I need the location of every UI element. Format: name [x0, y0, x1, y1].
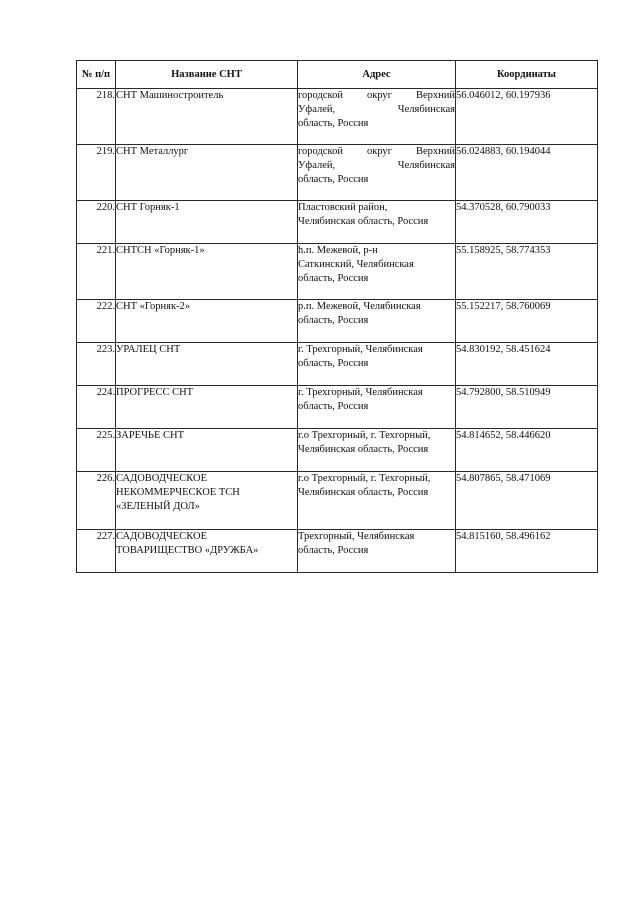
address-line: Челябинская область, Россия — [298, 487, 429, 498]
snt-address — [298, 145, 456, 201]
row-number: 226. — [77, 472, 116, 530]
header-name: Название СНТ — [116, 61, 298, 89]
row-number: 227. — [77, 530, 116, 573]
address-line: область, Россия — [298, 545, 369, 556]
address-line: р.п. Межевой, Челябинская — [298, 301, 421, 312]
address-line: г.о Трехгорный, г. Техгорный, — [298, 430, 431, 441]
snt-coordinates: 55.158925, 58.774353 — [456, 244, 598, 300]
header-address: Адрес — [298, 61, 456, 89]
address-line: область, Россия — [298, 358, 369, 369]
table-body — [77, 89, 598, 573]
address-line: Трехгорный, Челябинская — [298, 531, 415, 542]
snt-coordinates: 56.046012, 60.197936 — [456, 89, 598, 145]
address-line: область, Россия — [298, 401, 369, 412]
snt-address — [298, 343, 456, 386]
snt-name-line: НЕКОММЕРЧЕСКОЕ ТСН — [116, 487, 240, 498]
table-row — [77, 201, 598, 244]
row-number: 218. — [77, 89, 116, 145]
table-row — [77, 343, 598, 386]
row-number: 221. — [77, 244, 116, 300]
snt-name-line: ТОВАРИЩЕСТВО «ДРУЖБА» — [116, 545, 259, 556]
snt-name — [116, 472, 298, 530]
snt-coordinates: 54.814652, 58.446620 — [456, 429, 598, 472]
table-row — [77, 300, 598, 343]
snt-address — [298, 244, 456, 300]
snt-address — [298, 201, 456, 244]
snt-name-line: САДОВОДЧЕСКОЕ — [116, 473, 208, 484]
header-coordinates: Координаты — [456, 61, 598, 89]
row-number: 223. — [77, 343, 116, 386]
address-line: Челябинская область, Россия — [298, 444, 429, 455]
table-row — [77, 472, 598, 530]
snt-name: СНТ Машиностроитель — [116, 89, 298, 145]
snt-name-line: САДОВОДЧЕСКОЕ — [116, 531, 208, 542]
address-line: Саткинский, Челябинская — [298, 259, 414, 270]
address-line: г.о Трехгорный, г. Техгорный, — [298, 473, 431, 484]
snt-coordinates: 55.152217, 58.760069 — [456, 300, 598, 343]
table-row — [77, 429, 598, 472]
address-line: h.п. Межевой, р-н — [298, 245, 378, 256]
snt-coordinates: 54.815160, 58.496162 — [456, 530, 598, 573]
row-number: 222. — [77, 300, 116, 343]
snt-address — [298, 429, 456, 472]
snt-coordinates: 54.792800, 58.510949 — [456, 386, 598, 429]
snt-coordinates: 56.024883, 60.194044 — [456, 145, 598, 201]
address-line: область, Россия — [298, 273, 369, 284]
address-line: Пластовский район, — [298, 202, 388, 213]
address-line: область, Россия — [298, 174, 369, 185]
snt-address — [298, 472, 456, 530]
snt-name: ЗАРЕЧЬЕ СНТ — [116, 429, 298, 472]
snt-table — [76, 60, 598, 573]
table-row — [77, 530, 598, 573]
address-line: городской округ Верхний — [298, 90, 455, 101]
header-number: № п/п — [77, 61, 116, 89]
snt-address — [298, 386, 456, 429]
snt-name: СНТ Горняк-1 — [116, 201, 298, 244]
address-line: Уфалей, Челябинская — [298, 104, 455, 115]
address-line: г. Трехгорный, Челябинская — [298, 344, 423, 355]
row-number: 224. — [77, 386, 116, 429]
row-number: 219. — [77, 145, 116, 201]
snt-name — [116, 530, 298, 573]
address-line: Челябинская область, Россия — [298, 216, 429, 227]
snt-address — [298, 530, 456, 573]
table-row — [77, 89, 598, 145]
snt-name: СНТ «Горняк-2» — [116, 300, 298, 343]
snt-address — [298, 300, 456, 343]
address-line: городской округ Верхний — [298, 146, 455, 157]
table-row — [77, 386, 598, 429]
row-number: 220. — [77, 201, 116, 244]
address-line: область, Россия — [298, 315, 369, 326]
snt-coordinates: 54.830192, 58.451624 — [456, 343, 598, 386]
snt-coordinates: 54.807865, 58.471069 — [456, 472, 598, 530]
address-line: Уфалей, Челябинская — [298, 160, 455, 171]
snt-name: СНТСН «Горняк-1» — [116, 244, 298, 300]
snt-name-line: «ЗЕЛЕНЫЙ ДОЛ» — [116, 501, 200, 512]
address-line: г. Трехгорный, Челябинская — [298, 387, 423, 398]
snt-name: ПРОГРЕСС СНТ — [116, 386, 298, 429]
snt-coordinates: 54.370528, 60.790033 — [456, 201, 598, 244]
snt-name: УРАЛЕЦ СНТ — [116, 343, 298, 386]
snt-name: СНТ Металлург — [116, 145, 298, 201]
table-row — [77, 244, 598, 300]
snt-address — [298, 89, 456, 145]
row-number: 225. — [77, 429, 116, 472]
table-header — [77, 61, 598, 89]
address-line: область, Россия — [298, 118, 369, 129]
table-row — [77, 145, 598, 201]
